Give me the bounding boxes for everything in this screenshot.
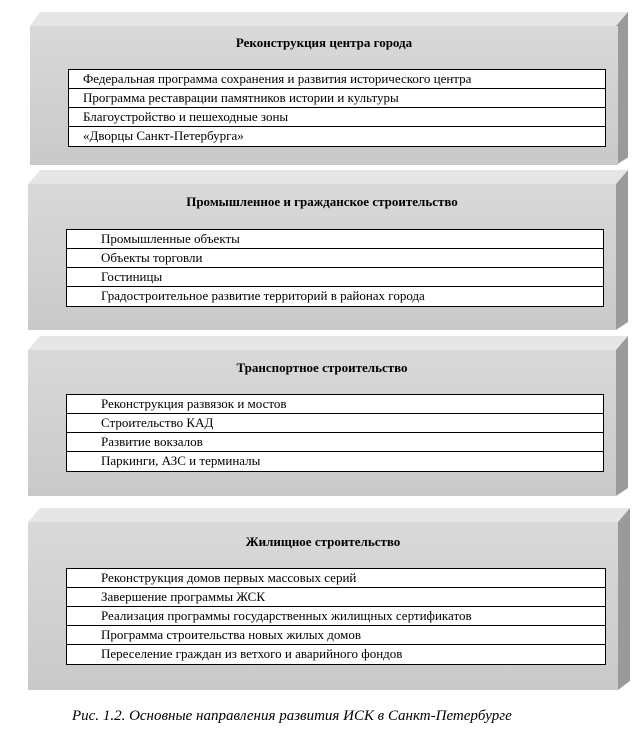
list-item: Промышленные объекты xyxy=(67,230,603,249)
block-list xyxy=(68,69,606,147)
block-list xyxy=(66,568,606,665)
block-top-bevel xyxy=(30,12,628,26)
block-list xyxy=(66,394,604,472)
block-top-bevel xyxy=(28,508,630,522)
block-housing xyxy=(28,508,630,690)
list-item: Реконструкция развязок и мостов xyxy=(67,395,603,414)
block-industrial-civil xyxy=(28,170,628,330)
list-item: Гостиницы xyxy=(67,268,603,287)
list-item: Программа строительства новых жилых домов xyxy=(67,626,605,645)
list-item: Федеральная программа сохранения и развития исторического центра xyxy=(69,70,605,89)
block-transport xyxy=(28,336,628,496)
block-title: Промышленное и гражданское строительство xyxy=(186,194,458,209)
list-item: Строительство КАД xyxy=(67,414,603,433)
list-item: Завершение программы ЖСК xyxy=(67,588,605,607)
list-item: Градостроительное развитие территорий в районах города xyxy=(101,288,425,303)
list-item: «Дворцы Санкт-Петербурга» xyxy=(83,128,244,143)
list-item: Развитие вокзалов xyxy=(67,433,603,452)
list-item: Благоустройство и пешеходные зоны xyxy=(69,108,605,127)
list-item: Реконструкция домов первых массовых серий xyxy=(67,569,605,588)
block-top-bevel xyxy=(28,170,628,184)
block-list xyxy=(66,229,604,307)
list-item: Реализация программы государственных жилищных сертификатов xyxy=(67,607,605,626)
block-title: Реконструкция центра города xyxy=(235,35,413,50)
block-right-bevel xyxy=(616,336,628,496)
list-item: Объекты торговли xyxy=(67,249,603,268)
block-top-bevel xyxy=(28,336,628,350)
list-item: Паркинги, АЗС и терминалы xyxy=(101,453,261,468)
list-item: Программа реставрации памятников истории и культуры xyxy=(69,89,605,108)
block-right-bevel xyxy=(618,508,630,690)
block-city-center xyxy=(30,12,628,165)
list-item: Переселение граждан из ветхого и аварийного фондов xyxy=(101,646,403,661)
block-title: Транспортное строительство xyxy=(236,360,408,375)
block-right-bevel xyxy=(616,170,628,330)
block-title: Жилищное строительство xyxy=(245,534,401,549)
figure-caption: Рис. 1.2. Основные направления развития ИСК в Санкт-Петербурге xyxy=(72,708,512,724)
